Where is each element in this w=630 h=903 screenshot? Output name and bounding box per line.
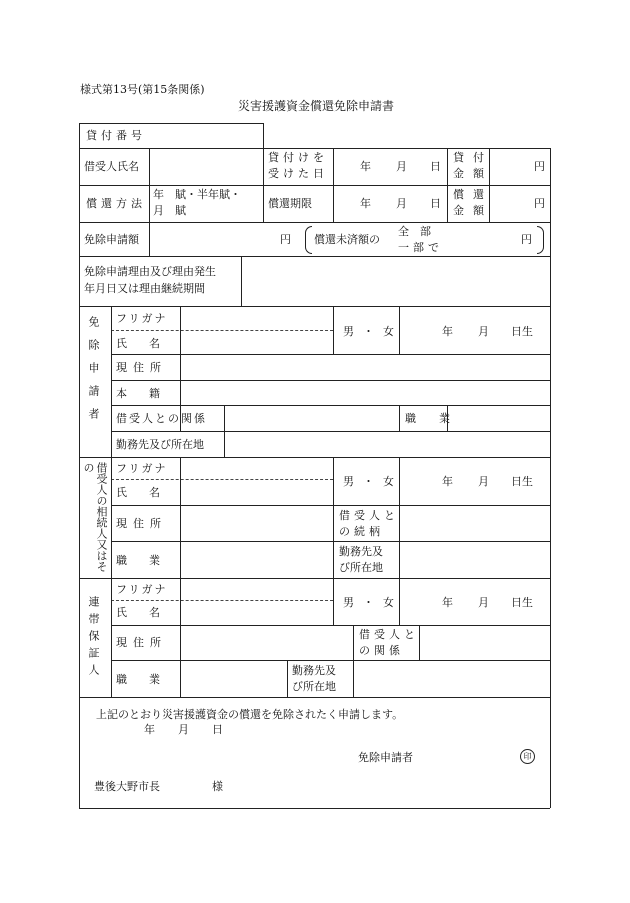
- applicant-birth-month: 月: [478, 325, 489, 338]
- guarantor-section-label: 連帯保証人: [87, 596, 100, 681]
- loan-date-day: 日: [430, 160, 441, 173]
- addressee: 豊後大野市長: [94, 780, 160, 793]
- unpaid-label: 償還未済額の: [314, 233, 380, 246]
- loan-date-month: 月: [396, 160, 407, 173]
- repay-period-day: 日: [430, 197, 441, 210]
- heir-birth-month: 月: [478, 475, 489, 488]
- heir-workplace-label-2: び所在地: [339, 561, 383, 574]
- seal-icon: 印: [520, 749, 535, 764]
- left-paren: [305, 226, 312, 254]
- guarantor-workplace-label-1: 勤務先及: [292, 664, 336, 677]
- applicant-workplace-label: 勤務先及び所在地: [116, 438, 204, 451]
- heir-birth-day: 日生: [511, 475, 533, 488]
- loan-date-label-1: 貸付けを: [268, 151, 328, 164]
- applicant-occupation-label: 職 業: [405, 412, 456, 425]
- guarantor-address-label: 現住所: [116, 636, 167, 649]
- statement: 上記のとおり災害援護資金の償還を免除されたく申請します。: [96, 708, 404, 721]
- repay-period-month: 月: [396, 197, 407, 210]
- page-title: 災害援護資金償還免除申請書: [238, 99, 395, 113]
- heir-sex: 男・女: [343, 475, 403, 488]
- applicant-domicile-label: 本 籍: [116, 387, 160, 400]
- heir-name-label: 氏 名: [116, 486, 160, 499]
- unpaid-yen: 円: [521, 233, 532, 246]
- guarantor-sex: 男・女: [343, 596, 403, 609]
- applicant-address-label: 現住所: [116, 361, 167, 374]
- date-month: 月: [178, 723, 189, 736]
- all-option: 全 部: [398, 225, 431, 238]
- repay-period-year: 年: [360, 197, 371, 210]
- guarantor-furigana-label: フリガナ: [116, 583, 168, 596]
- date-day: 日: [212, 723, 223, 736]
- form-number: 様式第13号(第15条関係): [80, 83, 205, 96]
- heir-furigana-label: フリガナ: [116, 462, 168, 475]
- loan-date-year: 年: [360, 160, 371, 173]
- heir-relation-label-1: 借受人と: [339, 509, 399, 522]
- applicant-name-label: 氏 名: [116, 337, 160, 350]
- guarantor-relation-label-1: 借受人と: [359, 628, 419, 641]
- applicant-birth-year: 年: [442, 325, 453, 338]
- repay-amount-label-1: 償還: [453, 188, 493, 201]
- applicant-signature-label: 免除申請者: [358, 751, 413, 764]
- loan-amount-label-2: 金額: [453, 167, 493, 180]
- guarantor-birth-month: 月: [478, 596, 489, 609]
- loan-date-label-2: 受けた日: [268, 167, 328, 180]
- partial-option: 一部で: [398, 241, 443, 254]
- heir-address-label: 現住所: [116, 517, 167, 530]
- heir-occupation-label: 職 業: [116, 554, 160, 567]
- applicant-sex: 男・女: [343, 325, 403, 338]
- exempt-amount-label: 免除申請額: [84, 233, 139, 246]
- applicant-furigana-label: フリガナ: [116, 312, 168, 325]
- heir-section-label: 借受人の相続人又はその: [82, 462, 108, 572]
- loan-number-label: 貸付番号: [86, 129, 146, 142]
- heir-relation-label-2: の続柄: [339, 525, 384, 538]
- guarantor-birth-day: 日生: [511, 596, 533, 609]
- borrower-name-label: 借受人氏名: [84, 160, 139, 173]
- applicant-section-label: 免除申請者: [87, 316, 100, 431]
- loan-amount-label-1: 貸付: [453, 151, 493, 164]
- guarantor-occupation-label: 職 業: [116, 673, 160, 686]
- repay-method-label: 償還方法: [86, 197, 146, 210]
- guarantor-workplace-label-2: び所在地: [292, 680, 336, 693]
- repay-amount-label-2: 金額: [453, 204, 493, 217]
- repay-amount-yen: 円: [534, 197, 545, 210]
- date-year: 年: [144, 723, 155, 736]
- heir-workplace-label-1: 勤務先及: [339, 545, 383, 558]
- guarantor-relation-label-2: の関係: [359, 644, 404, 657]
- guarantor-name-label: 氏 名: [116, 606, 160, 619]
- loan-amount-yen: 円: [534, 160, 545, 173]
- exempt-amount-yen: 円: [280, 233, 291, 246]
- repay-method-value-1: 年 賦・半年賦・: [153, 188, 241, 201]
- reason-label-2: 年月日又は理由継続期間: [84, 282, 205, 295]
- applicant-birth-day: 日生: [511, 325, 533, 338]
- reason-label-1: 免除申請理由及び理由発生: [84, 265, 216, 278]
- applicant-relation-label: 借受人との関係: [116, 412, 207, 425]
- right-paren: [537, 226, 544, 254]
- repay-period-label: 償還期限: [268, 197, 312, 210]
- guarantor-birth-year: 年: [442, 596, 453, 609]
- heir-birth-year: 年: [442, 475, 453, 488]
- honorific: 様: [212, 780, 223, 793]
- repay-method-value-2: 月 賦: [153, 204, 186, 217]
